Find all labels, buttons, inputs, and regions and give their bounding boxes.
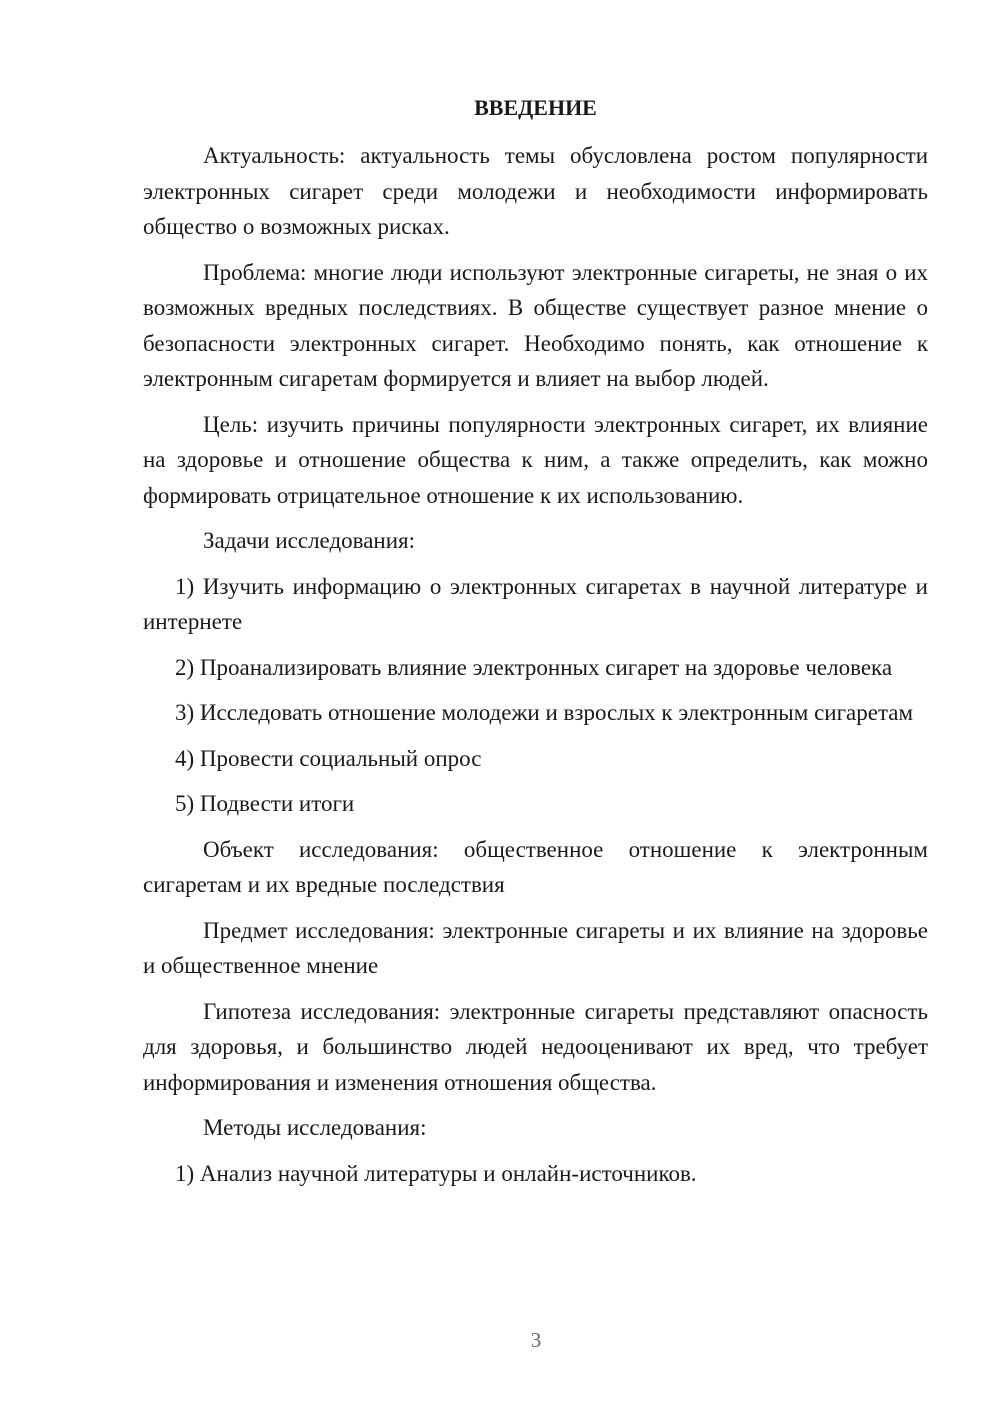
paragraph-methods-heading: Методы исследования: <box>203 1115 427 1140</box>
list-item-task-2: 2) Проанализировать влияние электронных сигарет на здоровье человека <box>175 654 893 680</box>
paragraph-goal: Цель: изучить причины популярности электронных сигарет, их влияние на здоровье и отношение общества к ним, а также определить, как можно формировать отрицательное отношение к их использованию. <box>143 411 928 508</box>
paragraph-subject: Предмет исследования: электронные сигареты и их влияние на здоровье и общественное мнение <box>143 917 928 978</box>
paragraph-problem: Проблема: многие люди используют электронные сигареты, не зная о их возможных вредных последствиях. В обществе существует разное мнение о безопасности электронных сигарет. Необходимо понять, как отношение к электронным сигаретам формируется и влияет на выбор людей. <box>143 259 928 391</box>
page-number: 3 <box>530 1328 542 1352</box>
list-item-task-1: 1) Изучить информацию о электронных сигаретах в научной литературе и интернете <box>143 573 928 634</box>
document-body <box>143 90 928 1201</box>
list-item-task-3: 3) Исследовать отношение молодежи и взрослых к электронным сигаретам <box>175 700 914 725</box>
paragraph-relevance: Актуальность: актуальность темы обусловлена ростом популярности электронных сигарет среди молодежи и необходимости информировать общество о возможных рисках. <box>143 143 928 239</box>
list-item-task-5: 5) Подвести итоги <box>175 791 355 816</box>
paragraph-object: Объект исследования: общественное отношение к электронным сигаретам и их вредные последствия <box>143 836 928 897</box>
list-item-task-4: 4) Провести социальный опрос <box>175 745 482 771</box>
paragraph-hypothesis: Гипотеза исследования: электронные сигареты представляют опасность для здоровья, и большинство людей недооценивают их вред, что требует информирования и изменения отношения общества. <box>143 998 928 1095</box>
paragraph-tasks-heading: Задачи исследования: <box>203 528 416 553</box>
list-item-method-1: 1) Анализ научной литературы и онлайн-источников. <box>175 1160 697 1186</box>
page-title: ВВЕДЕНИЕ <box>474 95 597 120</box>
